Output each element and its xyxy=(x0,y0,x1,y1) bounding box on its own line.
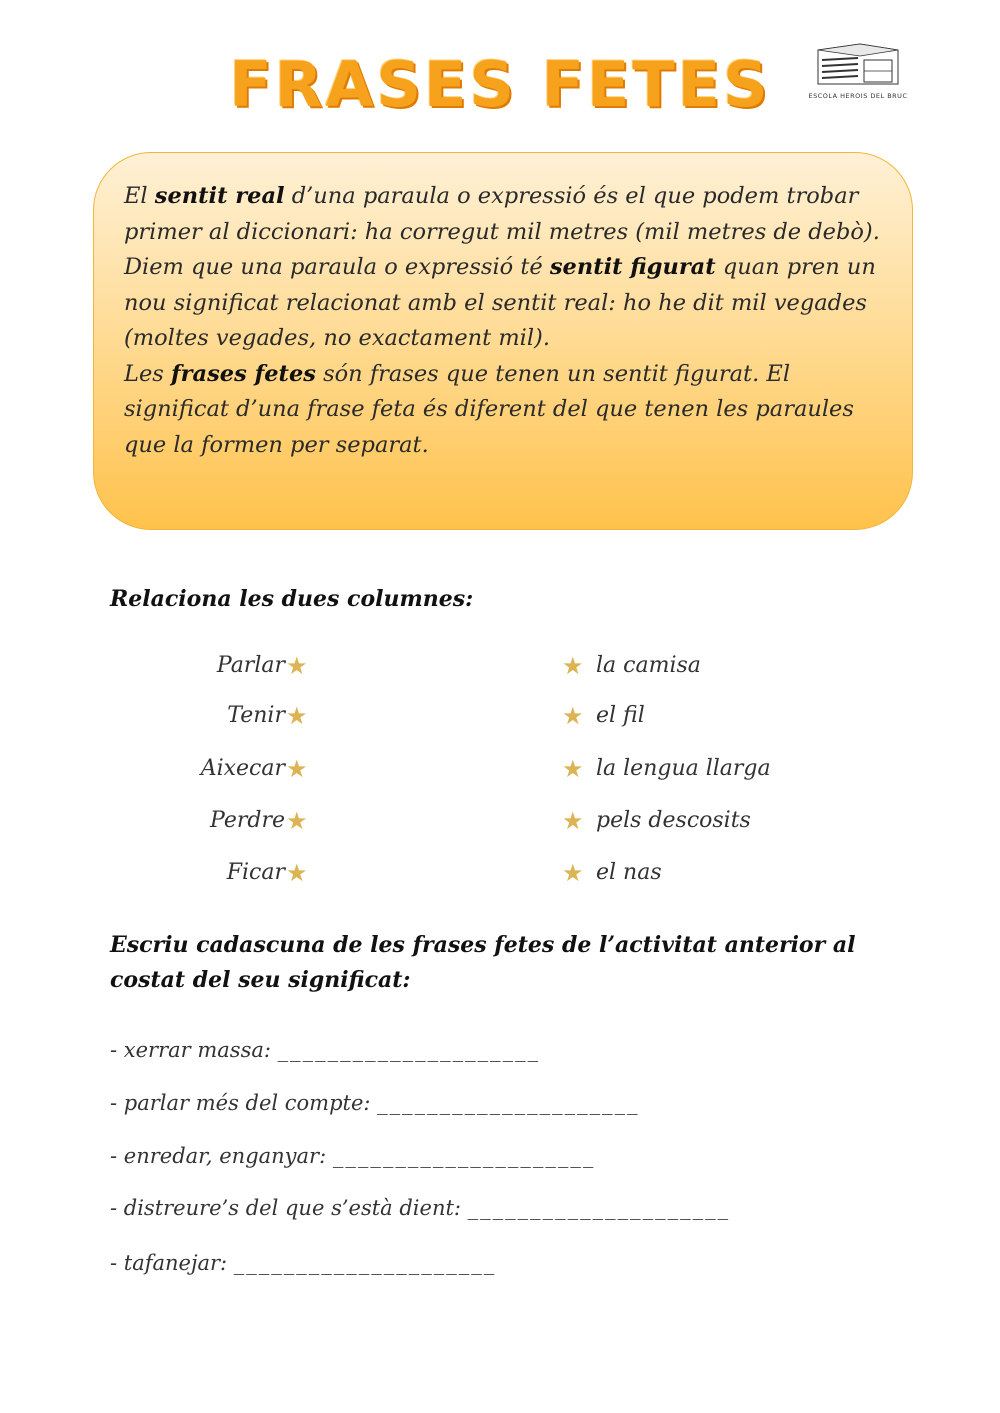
meaning-item-2: - parlar més del compte: _____________________ xyxy=(110,1091,640,1115)
term-sentit-figurat: sentit figurat xyxy=(549,254,716,280)
star-left-3-icon[interactable]: ★ xyxy=(286,755,308,783)
meaning-item-4: - distreure’s del que s’està dient: _____________________ xyxy=(110,1196,731,1220)
meaning-item-5: - tafanejar: _____________________ xyxy=(110,1251,497,1275)
left-item-5: Ficar xyxy=(226,860,285,885)
definition-paragraph-real: El sentit real d’una paraula o expressió és el que podem trobar primer al diccionari: ha corregut mil metres (mil metres de debò). xyxy=(124,183,880,245)
term-frases-fetes: frases fetes xyxy=(170,360,316,387)
meaning-item-1: - xerrar massa: _____________________ xyxy=(110,1038,541,1062)
definition-paragraph-frases-fetes: Les frases fetes són frases que tenen un sentit figurat. El significat d’una frase feta és diferent del que tenen les paraules que la formen per separat. xyxy=(124,360,854,458)
right-item-2: el fil xyxy=(596,703,645,728)
answer-blank-1[interactable]: _____________________ xyxy=(277,1038,541,1062)
left-item-1: Parlar xyxy=(216,653,285,678)
right-item-4: pels descosits xyxy=(596,808,751,833)
answer-blank-2[interactable]: _____________________ xyxy=(377,1091,640,1115)
star-right-1-icon[interactable]: ★ xyxy=(562,652,584,680)
page-title: FRASES FETES xyxy=(229,48,771,121)
term-sentit-real: sentit real xyxy=(154,183,285,209)
left-item-2: Tenir xyxy=(227,703,285,728)
star-right-4-icon[interactable]: ★ xyxy=(562,807,584,835)
building-logo-icon xyxy=(812,40,902,92)
left-item-3: Aixecar xyxy=(200,756,285,781)
star-right-3-icon[interactable]: ★ xyxy=(562,755,584,783)
activity1-title: Relaciona les dues columnes: xyxy=(110,586,474,612)
star-right-5-icon[interactable]: ★ xyxy=(562,859,584,887)
right-item-3: la lengua llarga xyxy=(596,756,771,781)
answer-blank-4[interactable]: _____________________ xyxy=(467,1196,731,1220)
star-left-4-icon[interactable]: ★ xyxy=(286,807,308,835)
activity2-title: Escriu cadascuna de les frases fetes de l’activitat anterior al costat del seu significat: xyxy=(110,932,856,993)
definition-paragraph-figurat: Diem que una paraula o expressió té sentit figurat quan pren un nou significat relacionat amb el sentit real: ho he dit mil vegades (moltes vegades, no exactament mil). xyxy=(124,254,876,351)
star-left-5-icon[interactable]: ★ xyxy=(286,859,308,887)
left-item-4: Perdre xyxy=(210,808,285,833)
answer-blank-3[interactable]: _____________________ xyxy=(332,1144,596,1168)
right-item-5: el nas xyxy=(596,860,662,885)
star-left-2-icon[interactable]: ★ xyxy=(286,702,308,730)
logo-caption: ESCOLA HEROIS DEL BRUC xyxy=(808,92,908,100)
right-item-1: la camisa xyxy=(596,653,701,678)
definition-box xyxy=(93,152,913,530)
star-right-2-icon[interactable]: ★ xyxy=(562,702,584,730)
meaning-item-3: - enredar, enganyar: _____________________ xyxy=(110,1144,596,1168)
star-left-1-icon[interactable]: ★ xyxy=(286,652,308,680)
answer-blank-5[interactable]: _____________________ xyxy=(233,1251,497,1275)
